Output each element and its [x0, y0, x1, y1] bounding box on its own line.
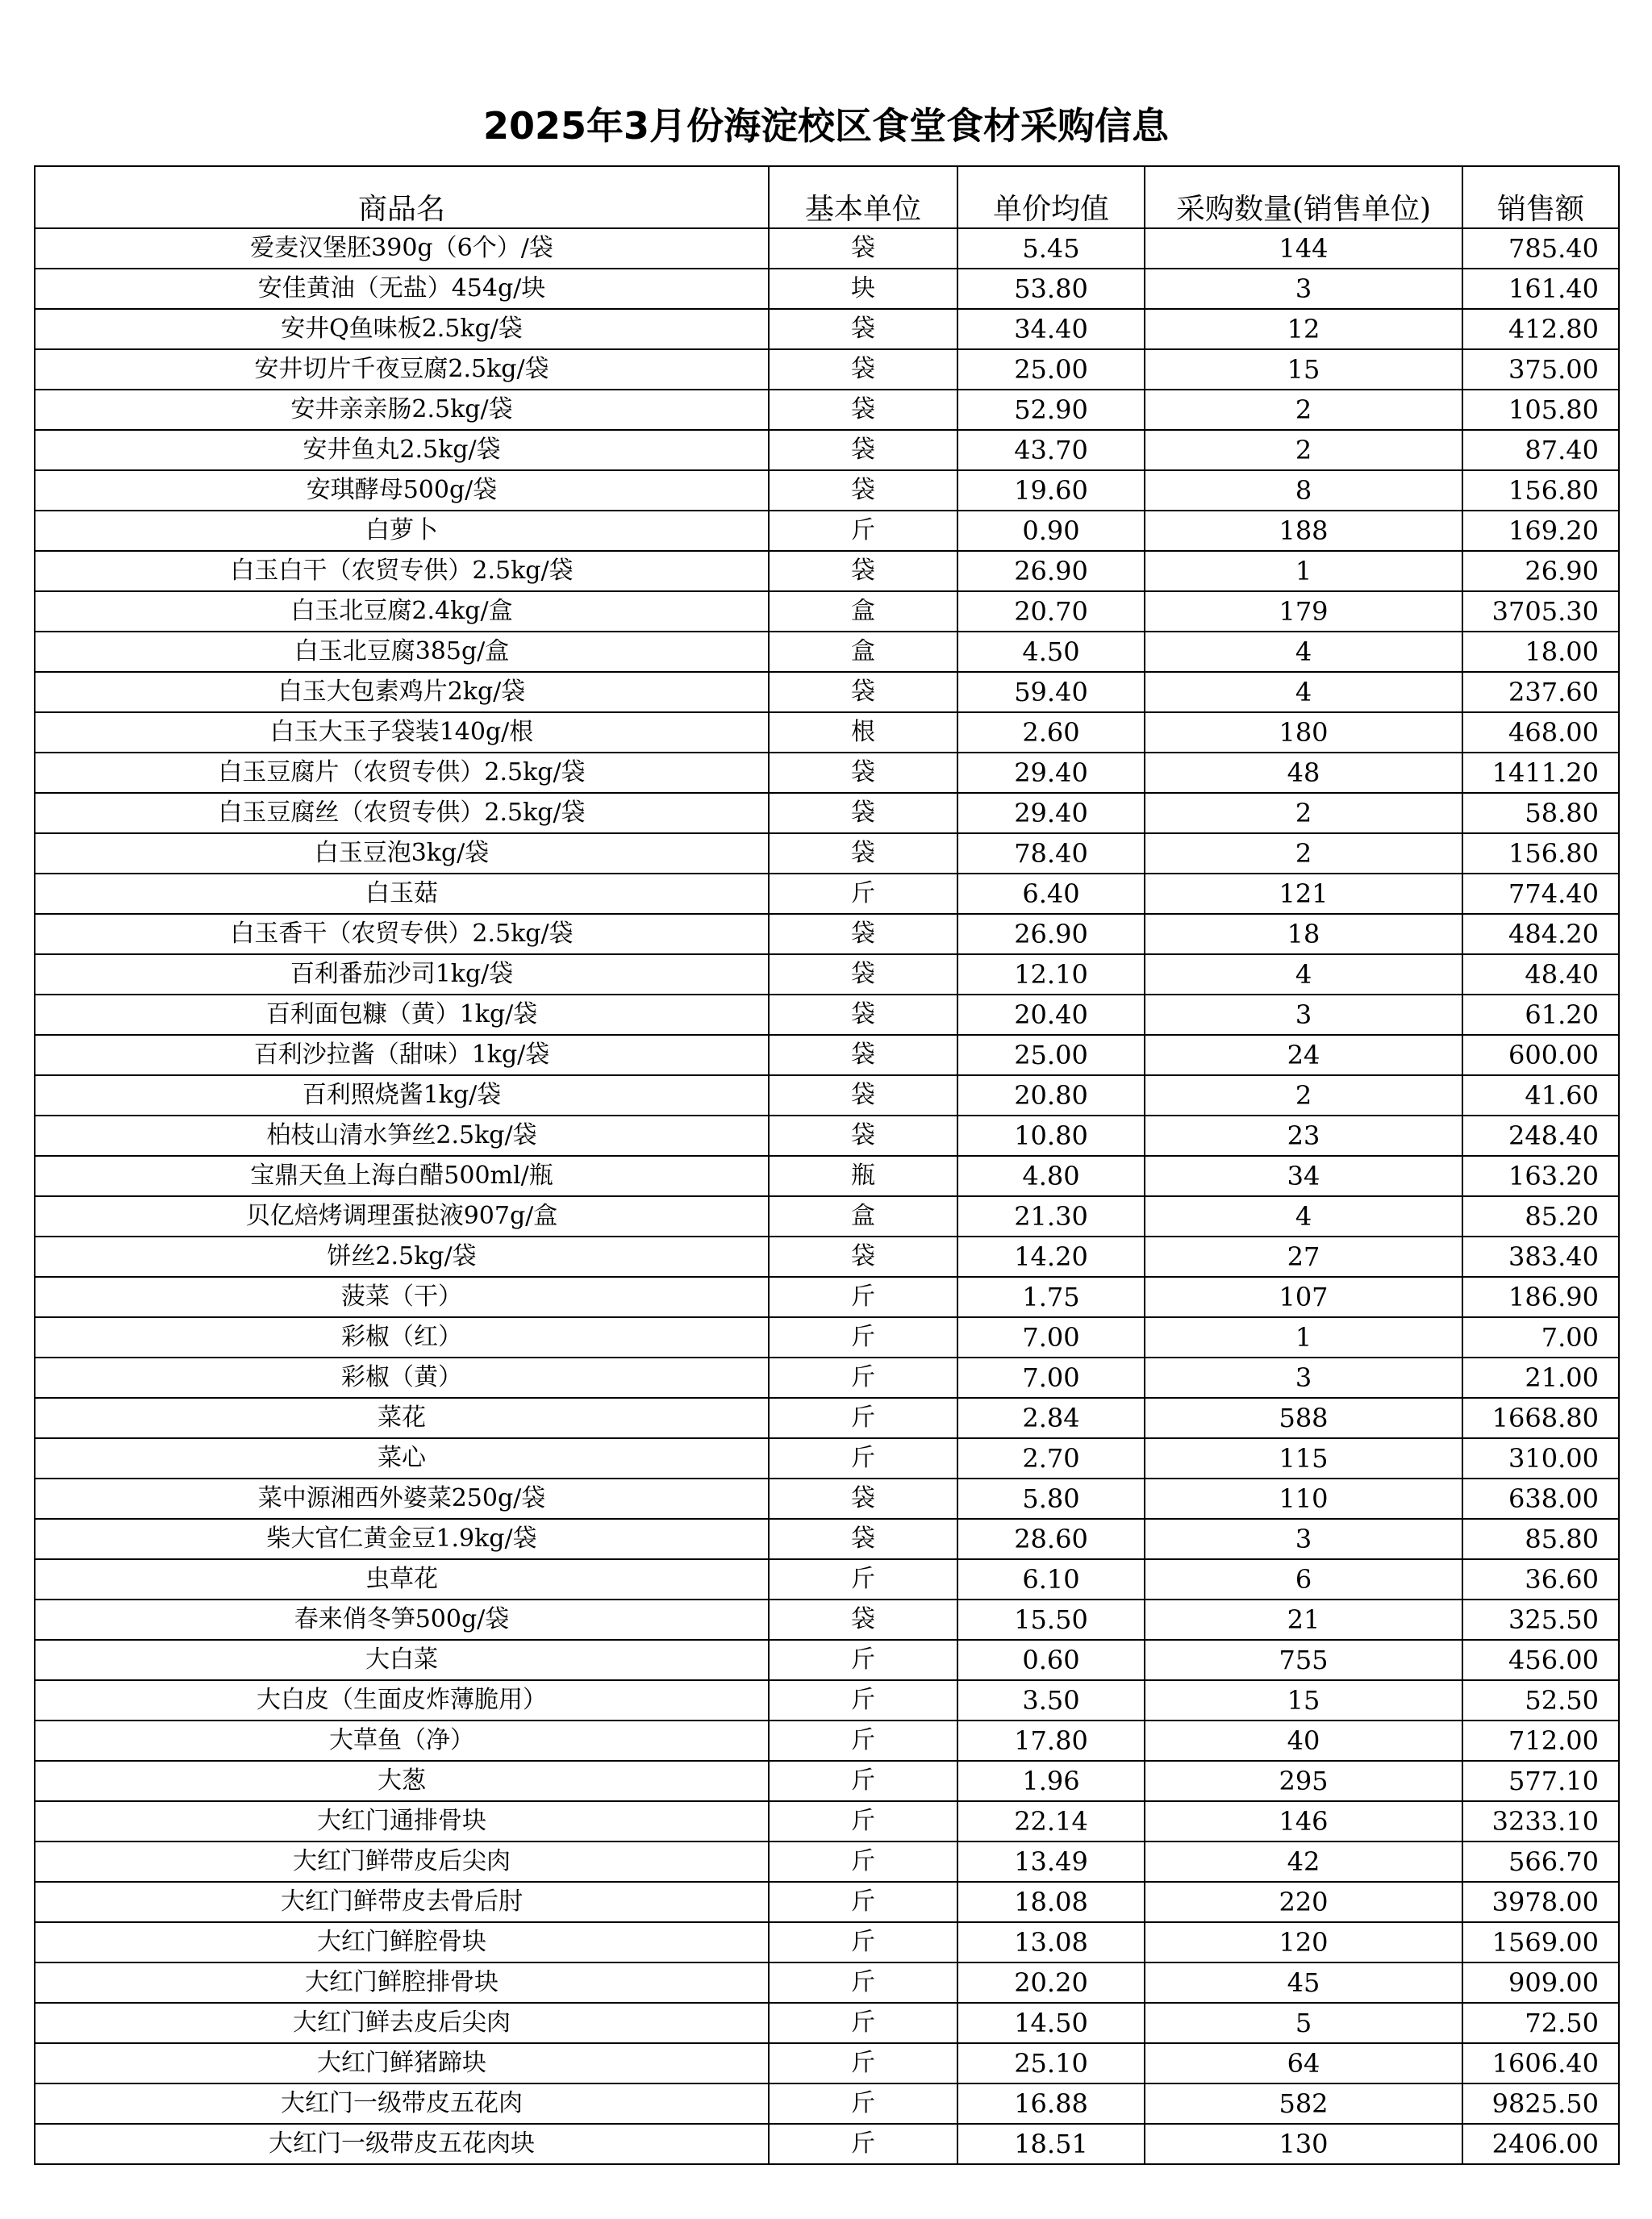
- table-row: [35, 1237, 1619, 1277]
- product-name-cell: 大白菜: [35, 1640, 769, 1680]
- price-cell: 20.40: [957, 995, 1145, 1035]
- price-cell: 78.40: [957, 833, 1145, 874]
- price-cell: 19.60: [957, 470, 1145, 511]
- table-row: [35, 1761, 1619, 1801]
- unit-cell: 斤: [769, 1640, 957, 1680]
- unit-cell: 袋: [769, 672, 957, 712]
- table-row: [35, 1479, 1619, 1519]
- unit-cell: 斤: [769, 1358, 957, 1398]
- price-cell: 18.08: [957, 1882, 1145, 1922]
- product-name-cell: 春来俏冬笋500g/袋: [35, 1600, 769, 1640]
- unit-cell: 斤: [769, 1882, 957, 1922]
- unit-cell: 斤: [769, 1398, 957, 1438]
- product-name-cell: 大红门鲜腔骨块: [35, 1922, 769, 1962]
- sales-amount-cell: 456.00: [1462, 1640, 1619, 1680]
- sales-amount-cell: 9825.50: [1462, 2083, 1619, 2124]
- product-name-cell: 白玉北豆腐385g/盒: [35, 632, 769, 672]
- product-name-cell: 安琪酵母500g/袋: [35, 470, 769, 511]
- unit-cell: 斤: [769, 1438, 957, 1479]
- table-row: [35, 2083, 1619, 2124]
- product-name-cell: 大红门鲜猪蹄块: [35, 2043, 769, 2083]
- product-name-cell: 百利沙拉酱（甜味）1kg/袋: [35, 1035, 769, 1075]
- quantity-cell: 144: [1145, 228, 1462, 269]
- sales-amount-cell: 1411.20: [1462, 753, 1619, 793]
- quantity-cell: 115: [1145, 1438, 1462, 1479]
- quantity-cell: 3: [1145, 269, 1462, 309]
- product-name-cell: 菠菜（干）: [35, 1277, 769, 1317]
- quantity-cell: 3: [1145, 1519, 1462, 1559]
- table-row: [35, 349, 1619, 390]
- unit-cell: 斤: [769, 1317, 957, 1358]
- quantity-cell: 5: [1145, 2003, 1462, 2043]
- table-row: [35, 1962, 1619, 2003]
- quantity-cell: 2: [1145, 833, 1462, 874]
- table-row: [35, 511, 1619, 551]
- sales-amount-cell: 383.40: [1462, 1237, 1619, 1277]
- product-name-cell: 菜心: [35, 1438, 769, 1479]
- price-cell: 29.40: [957, 753, 1145, 793]
- column-header-sales-amount: 销售额: [1462, 166, 1619, 228]
- product-name-cell: 白玉豆腐丝（农贸专供）2.5kg/袋: [35, 793, 769, 833]
- page-title: 2025年3月份海淀校区食堂食材采购信息: [482, 104, 1170, 148]
- unit-cell: 斤: [769, 1842, 957, 1882]
- product-name-cell: 百利面包糠（黄）1kg/袋: [35, 995, 769, 1035]
- sales-amount-cell: 18.00: [1462, 632, 1619, 672]
- quantity-cell: 42: [1145, 1842, 1462, 1882]
- unit-cell: 袋: [769, 1519, 957, 1559]
- product-name-cell: 大红门通排骨块: [35, 1801, 769, 1842]
- table-row: [35, 591, 1619, 632]
- price-cell: 2.84: [957, 1398, 1145, 1438]
- price-cell: 53.80: [957, 269, 1145, 309]
- quantity-cell: 64: [1145, 2043, 1462, 2083]
- product-name-cell: 爱麦汉堡胚390g（6个）/袋: [35, 228, 769, 269]
- unit-cell: 袋: [769, 349, 957, 390]
- table-row: [35, 1035, 1619, 1075]
- sales-amount-cell: 3705.30: [1462, 591, 1619, 632]
- quantity-cell: 34: [1145, 1156, 1462, 1196]
- table-row: [35, 753, 1619, 793]
- product-name-cell: 白玉菇: [35, 874, 769, 914]
- quantity-cell: 220: [1145, 1882, 1462, 1922]
- product-name-cell: 大红门鲜带皮去骨后肘: [35, 1882, 769, 1922]
- column-header-base-unit: 基本单位: [769, 166, 957, 228]
- quantity-cell: 130: [1145, 2124, 1462, 2164]
- unit-cell: 盒: [769, 632, 957, 672]
- unit-cell: 斤: [769, 1761, 957, 1801]
- unit-cell: 斤: [769, 1922, 957, 1962]
- sales-amount-cell: 87.40: [1462, 430, 1619, 470]
- product-name-cell: 白玉大玉子袋装140g/根: [35, 712, 769, 753]
- quantity-cell: 15: [1145, 349, 1462, 390]
- price-cell: 5.45: [957, 228, 1145, 269]
- price-cell: 25.00: [957, 1035, 1145, 1075]
- table-row: [35, 1156, 1619, 1196]
- price-cell: 17.80: [957, 1721, 1145, 1761]
- quantity-cell: 3: [1145, 1358, 1462, 1398]
- sales-amount-cell: 85.20: [1462, 1196, 1619, 1237]
- sales-amount-cell: 712.00: [1462, 1721, 1619, 1761]
- quantity-cell: 1: [1145, 1317, 1462, 1358]
- quantity-cell: 6: [1145, 1559, 1462, 1600]
- price-cell: 12.10: [957, 954, 1145, 995]
- quantity-cell: 24: [1145, 1035, 1462, 1075]
- quantity-cell: 2: [1145, 430, 1462, 470]
- sales-amount-cell: 484.20: [1462, 914, 1619, 954]
- price-cell: 16.88: [957, 2083, 1145, 2124]
- table-row: [35, 793, 1619, 833]
- price-cell: 26.90: [957, 551, 1145, 591]
- price-cell: 6.10: [957, 1559, 1145, 1600]
- price-cell: 13.49: [957, 1842, 1145, 1882]
- sales-amount-cell: 248.40: [1462, 1116, 1619, 1156]
- table-row: [35, 833, 1619, 874]
- unit-cell: 袋: [769, 995, 957, 1035]
- sales-amount-cell: 72.50: [1462, 2003, 1619, 2043]
- price-cell: 14.20: [957, 1237, 1145, 1277]
- price-cell: 5.80: [957, 1479, 1145, 1519]
- unit-cell: 斤: [769, 1962, 957, 2003]
- price-cell: 43.70: [957, 430, 1145, 470]
- price-cell: 20.70: [957, 591, 1145, 632]
- table-row: [35, 995, 1619, 1035]
- quantity-cell: 4: [1145, 1196, 1462, 1237]
- sales-amount-cell: 375.00: [1462, 349, 1619, 390]
- table-row: [35, 1842, 1619, 1882]
- sales-amount-cell: 2406.00: [1462, 2124, 1619, 2164]
- price-cell: 4.50: [957, 632, 1145, 672]
- price-cell: 1.75: [957, 1277, 1145, 1317]
- sales-amount-cell: 7.00: [1462, 1317, 1619, 1358]
- table-row: [35, 1438, 1619, 1479]
- table-row: [35, 1882, 1619, 1922]
- unit-cell: 袋: [769, 390, 957, 430]
- unit-cell: 斤: [769, 1721, 957, 1761]
- quantity-cell: 180: [1145, 712, 1462, 753]
- product-name-cell: 彩椒（红）: [35, 1317, 769, 1358]
- quantity-cell: 40: [1145, 1721, 1462, 1761]
- table-row: [35, 1600, 1619, 1640]
- unit-cell: 斤: [769, 1559, 957, 1600]
- product-name-cell: 百利照烧酱1kg/袋: [35, 1075, 769, 1116]
- quantity-cell: 15: [1145, 1680, 1462, 1721]
- quantity-cell: 588: [1145, 1398, 1462, 1438]
- unit-cell: 斤: [769, 2124, 957, 2164]
- sales-amount-cell: 41.60: [1462, 1075, 1619, 1116]
- unit-cell: 袋: [769, 1479, 957, 1519]
- price-cell: 7.00: [957, 1317, 1145, 1358]
- quantity-cell: 188: [1145, 511, 1462, 551]
- product-name-cell: 白玉北豆腐2.4kg/盒: [35, 591, 769, 632]
- table-row: [35, 1196, 1619, 1237]
- price-cell: 6.40: [957, 874, 1145, 914]
- product-name-cell: 大红门一级带皮五花肉: [35, 2083, 769, 2124]
- sales-amount-cell: 186.90: [1462, 1277, 1619, 1317]
- product-name-cell: 宝鼎天鱼上海白醋500ml/瓶: [35, 1156, 769, 1196]
- sales-amount-cell: 325.50: [1462, 1600, 1619, 1640]
- column-header-average-price: 单价均值: [957, 166, 1145, 228]
- price-cell: 15.50: [957, 1600, 1145, 1640]
- product-name-cell: 大红门鲜腔排骨块: [35, 1962, 769, 2003]
- product-name-cell: 白玉大包素鸡片2kg/袋: [35, 672, 769, 712]
- product-name-cell: 柏枝山清水笋丝2.5kg/袋: [35, 1116, 769, 1156]
- table-row: [35, 1398, 1619, 1438]
- product-name-cell: 彩椒（黄）: [35, 1358, 769, 1398]
- unit-cell: 袋: [769, 228, 957, 269]
- unit-cell: 袋: [769, 793, 957, 833]
- product-name-cell: 贝亿焙烤调理蛋挞液907g/盒: [35, 1196, 769, 1237]
- price-cell: 3.50: [957, 1680, 1145, 1721]
- product-name-cell: 饼丝2.5kg/袋: [35, 1237, 769, 1277]
- unit-cell: 袋: [769, 1237, 957, 1277]
- table-row: [35, 1680, 1619, 1721]
- quantity-cell: 2: [1145, 1075, 1462, 1116]
- sales-amount-cell: 1569.00: [1462, 1922, 1619, 1962]
- quantity-cell: 45: [1145, 1962, 1462, 2003]
- quantity-cell: 146: [1145, 1801, 1462, 1842]
- price-cell: 7.00: [957, 1358, 1145, 1398]
- unit-cell: 袋: [769, 1075, 957, 1116]
- price-cell: 52.90: [957, 390, 1145, 430]
- unit-cell: 斤: [769, 1801, 957, 1842]
- sales-amount-cell: 1606.40: [1462, 2043, 1619, 2083]
- price-cell: 14.50: [957, 2003, 1145, 2043]
- price-cell: 4.80: [957, 1156, 1145, 1196]
- table-row: [35, 672, 1619, 712]
- table-row: [35, 551, 1619, 591]
- product-name-cell: 虫草花: [35, 1559, 769, 1600]
- quantity-cell: 2: [1145, 390, 1462, 430]
- quantity-cell: 12: [1145, 309, 1462, 349]
- quantity-cell: 21: [1145, 1600, 1462, 1640]
- table-row: [35, 1721, 1619, 1761]
- unit-cell: 斤: [769, 1277, 957, 1317]
- sales-amount-cell: 85.80: [1462, 1519, 1619, 1559]
- unit-cell: 盒: [769, 1196, 957, 1237]
- table-row: [35, 712, 1619, 753]
- table-row: [35, 228, 1619, 269]
- column-header-quantity: 采购数量(销售单位): [1145, 166, 1462, 228]
- unit-cell: 袋: [769, 833, 957, 874]
- table-row: [35, 390, 1619, 430]
- table-row: [35, 874, 1619, 914]
- price-cell: 21.30: [957, 1196, 1145, 1237]
- sales-amount-cell: 412.80: [1462, 309, 1619, 349]
- sales-amount-cell: 169.20: [1462, 511, 1619, 551]
- price-cell: 2.60: [957, 712, 1145, 753]
- quantity-cell: 755: [1145, 1640, 1462, 1680]
- unit-cell: 袋: [769, 1035, 957, 1075]
- table-row: [35, 914, 1619, 954]
- quantity-cell: 23: [1145, 1116, 1462, 1156]
- sales-amount-cell: 156.80: [1462, 833, 1619, 874]
- product-name-cell: 安井鱼丸2.5kg/袋: [35, 430, 769, 470]
- price-cell: 1.96: [957, 1761, 1145, 1801]
- unit-cell: 斤: [769, 2043, 957, 2083]
- unit-cell: 斤: [769, 2003, 957, 2043]
- price-cell: 0.90: [957, 511, 1145, 551]
- table-row: [35, 430, 1619, 470]
- product-name-cell: 安井亲亲肠2.5kg/袋: [35, 390, 769, 430]
- price-cell: 20.20: [957, 1962, 1145, 2003]
- table-row: [35, 470, 1619, 511]
- table-row: [35, 954, 1619, 995]
- product-name-cell: 白玉白干（农贸专供）2.5kg/袋: [35, 551, 769, 591]
- unit-cell: 斤: [769, 511, 957, 551]
- sales-amount-cell: 774.40: [1462, 874, 1619, 914]
- sales-amount-cell: 310.00: [1462, 1438, 1619, 1479]
- product-name-cell: 百利番茄沙司1kg/袋: [35, 954, 769, 995]
- product-name-cell: 大葱: [35, 1761, 769, 1801]
- quantity-cell: 4: [1145, 672, 1462, 712]
- sales-amount-cell: 52.50: [1462, 1680, 1619, 1721]
- price-cell: 18.51: [957, 2124, 1145, 2164]
- unit-cell: 袋: [769, 753, 957, 793]
- product-name-cell: 大红门一级带皮五花肉块: [35, 2124, 769, 2164]
- price-cell: 0.60: [957, 1640, 1145, 1680]
- sales-amount-cell: 26.90: [1462, 551, 1619, 591]
- unit-cell: 袋: [769, 1116, 957, 1156]
- product-name-cell: 大红门鲜带皮后尖肉: [35, 1842, 769, 1882]
- product-name-cell: 柴大官仁黄金豆1.9kg/袋: [35, 1519, 769, 1559]
- sales-amount-cell: 600.00: [1462, 1035, 1619, 1075]
- sales-amount-cell: 163.20: [1462, 1156, 1619, 1196]
- procurement-table: [34, 165, 1620, 2165]
- price-cell: 25.10: [957, 2043, 1145, 2083]
- product-name-cell: 安井Q鱼味板2.5kg/袋: [35, 309, 769, 349]
- table-row: [35, 269, 1619, 309]
- price-cell: 22.14: [957, 1801, 1145, 1842]
- quantity-cell: 18: [1145, 914, 1462, 954]
- price-cell: 59.40: [957, 672, 1145, 712]
- sales-amount-cell: 909.00: [1462, 1962, 1619, 2003]
- quantity-cell: 8: [1145, 470, 1462, 511]
- table-row: [35, 2124, 1619, 2164]
- quantity-cell: 3: [1145, 995, 1462, 1035]
- unit-cell: 袋: [769, 309, 957, 349]
- unit-cell: 袋: [769, 954, 957, 995]
- quantity-cell: 110: [1145, 1479, 1462, 1519]
- sales-amount-cell: 156.80: [1462, 470, 1619, 511]
- sales-amount-cell: 105.80: [1462, 390, 1619, 430]
- sales-amount-cell: 161.40: [1462, 269, 1619, 309]
- sales-amount-cell: 3978.00: [1462, 1882, 1619, 1922]
- table-row: [35, 1116, 1619, 1156]
- quantity-cell: 107: [1145, 1277, 1462, 1317]
- unit-cell: 根: [769, 712, 957, 753]
- table-row: [35, 1358, 1619, 1398]
- sales-amount-cell: 48.40: [1462, 954, 1619, 995]
- table-row: [35, 309, 1619, 349]
- table-row: [35, 1519, 1619, 1559]
- quantity-cell: 121: [1145, 874, 1462, 914]
- quantity-cell: 179: [1145, 591, 1462, 632]
- quantity-cell: 2: [1145, 793, 1462, 833]
- unit-cell: 袋: [769, 551, 957, 591]
- table-row: [35, 1922, 1619, 1962]
- price-cell: 10.80: [957, 1116, 1145, 1156]
- table-row: [35, 2043, 1619, 2083]
- table-row: [35, 1640, 1619, 1680]
- sales-amount-cell: 638.00: [1462, 1479, 1619, 1519]
- unit-cell: 袋: [769, 914, 957, 954]
- product-name-cell: 白玉香干（农贸专供）2.5kg/袋: [35, 914, 769, 954]
- table-row: [35, 1559, 1619, 1600]
- sales-amount-cell: 58.80: [1462, 793, 1619, 833]
- sales-amount-cell: 566.70: [1462, 1842, 1619, 1882]
- quantity-cell: 4: [1145, 632, 1462, 672]
- quantity-cell: 582: [1145, 2083, 1462, 2124]
- product-name-cell: 大草鱼（净）: [35, 1721, 769, 1761]
- product-name-cell: 菜中源湘西外婆菜250g/袋: [35, 1479, 769, 1519]
- quantity-cell: 295: [1145, 1761, 1462, 1801]
- price-cell: 28.60: [957, 1519, 1145, 1559]
- quantity-cell: 1: [1145, 551, 1462, 591]
- sales-amount-cell: 61.20: [1462, 995, 1619, 1035]
- product-name-cell: 菜花: [35, 1398, 769, 1438]
- table-row: [35, 1317, 1619, 1358]
- column-header-product-name: 商品名: [35, 166, 769, 228]
- table-header-row: [35, 166, 1619, 228]
- quantity-cell: 120: [1145, 1922, 1462, 1962]
- table-row: [35, 2003, 1619, 2043]
- quantity-cell: 27: [1145, 1237, 1462, 1277]
- unit-cell: 袋: [769, 1600, 957, 1640]
- sales-amount-cell: 1668.80: [1462, 1398, 1619, 1438]
- product-name-cell: 白萝卜: [35, 511, 769, 551]
- unit-cell: 斤: [769, 2083, 957, 2124]
- sales-amount-cell: 785.40: [1462, 228, 1619, 269]
- table-row: [35, 632, 1619, 672]
- unit-cell: 袋: [769, 430, 957, 470]
- unit-cell: 斤: [769, 1680, 957, 1721]
- sales-amount-cell: 3233.10: [1462, 1801, 1619, 1842]
- sales-amount-cell: 577.10: [1462, 1761, 1619, 1801]
- price-cell: 34.40: [957, 309, 1145, 349]
- product-name-cell: 安井切片千夜豆腐2.5kg/袋: [35, 349, 769, 390]
- price-cell: 29.40: [957, 793, 1145, 833]
- price-cell: 13.08: [957, 1922, 1145, 1962]
- product-name-cell: 白玉豆腐片（农贸专供）2.5kg/袋: [35, 753, 769, 793]
- unit-cell: 袋: [769, 470, 957, 511]
- sales-amount-cell: 237.60: [1462, 672, 1619, 712]
- unit-cell: 瓶: [769, 1156, 957, 1196]
- quantity-cell: 48: [1145, 753, 1462, 793]
- sales-amount-cell: 468.00: [1462, 712, 1619, 753]
- sales-amount-cell: 36.60: [1462, 1559, 1619, 1600]
- price-cell: 26.90: [957, 914, 1145, 954]
- product-name-cell: 安佳黄油（无盐）454g/块: [35, 269, 769, 309]
- price-cell: 25.00: [957, 349, 1145, 390]
- price-cell: 20.80: [957, 1075, 1145, 1116]
- unit-cell: 块: [769, 269, 957, 309]
- table-row: [35, 1075, 1619, 1116]
- product-name-cell: 大红门鲜去皮后尖肉: [35, 2003, 769, 2043]
- quantity-cell: 4: [1145, 954, 1462, 995]
- unit-cell: 盒: [769, 591, 957, 632]
- table-row: [35, 1277, 1619, 1317]
- table-row: [35, 1801, 1619, 1842]
- unit-cell: 斤: [769, 874, 957, 914]
- sales-amount-cell: 21.00: [1462, 1358, 1619, 1398]
- product-name-cell: 白玉豆泡3kg/袋: [35, 833, 769, 874]
- product-name-cell: 大白皮（生面皮炸薄脆用）: [35, 1680, 769, 1721]
- price-cell: 2.70: [957, 1438, 1145, 1479]
